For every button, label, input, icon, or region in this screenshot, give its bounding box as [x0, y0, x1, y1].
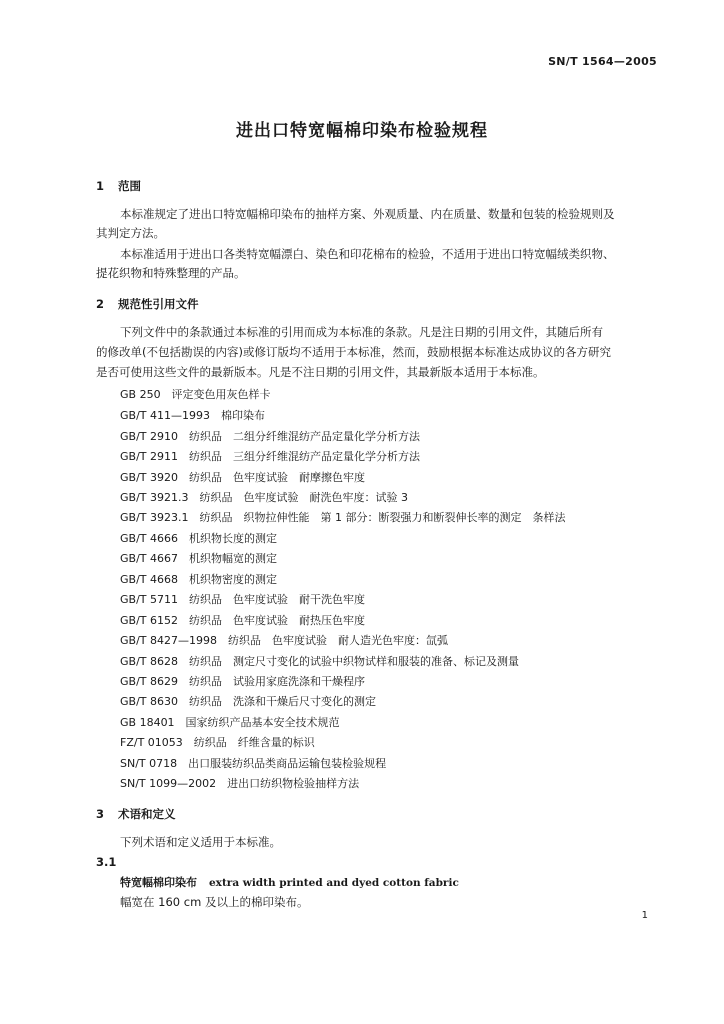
section-3-heading	[96, 806, 176, 822]
paragraph-line: 本标准规定了进出口特宽幅棉印染布的抽样方案、外观质量、内在质量、数量和包装的检验规则及	[120, 207, 615, 221]
section-title: 术语和定义	[118, 807, 176, 821]
paragraph-line: 提花织物和特殊整理的产品。	[96, 266, 246, 280]
reference-item: GB 18401 国家纺织产品基本安全技术规范	[120, 716, 340, 729]
section-2-heading	[96, 296, 199, 312]
reference-item: GB/T 8630 纺织品 洗涤和干燥后尺寸变化的测定	[120, 695, 376, 708]
paragraph-line: 其判定方法。	[96, 226, 165, 240]
reference-item: GB 250 评定变色用灰色样卡	[120, 388, 271, 401]
term-heading	[120, 874, 459, 890]
reference-item: GB/T 2910 纺织品 二组分纤维混纺产品定量化学分析方法	[120, 430, 420, 443]
paragraph-line: 下列术语和定义适用于本标准。	[120, 835, 281, 849]
reference-item: SN/T 0718 出口服装纺织品类商品运输包装检验规程	[120, 757, 387, 770]
reference-item: GB/T 6152 纺织品 色牢度试验 耐热压色牢度	[120, 614, 365, 627]
paragraph-line: 下列文件中的条款通过本标准的引用而成为本标准的条款。凡是注日期的引用文件，其随后所有	[120, 325, 603, 339]
section-title: 范围	[118, 179, 141, 193]
reference-item: SN/T 1099—2002 进出口纺织物检验抽样方法	[120, 777, 360, 790]
paragraph-line: 的修改单(不包括勘误的内容)或修订版均不适用于本标准，然而，鼓励根据本标准达成协议的各方研究	[96, 345, 611, 359]
reference-item: GB/T 2911 纺织品 三组分纤维混纺产品定量化学分析方法	[120, 450, 420, 463]
section-title: 规范性引用文件	[118, 297, 199, 311]
reference-item: GB/T 3920 纺织品 色牢度试验 耐摩擦色牢度	[120, 471, 365, 484]
reference-item: GB/T 411—1993 棉印染布	[120, 409, 265, 422]
term-name-zh: 特宽幅棉印染布	[120, 876, 197, 889]
document-title: 进出口特宽幅棉印染布检验规程	[236, 121, 488, 141]
reference-item: GB/T 8629 纺织品 试验用家庭洗涤和干燥程序	[120, 675, 365, 688]
reference-item: GB/T 3921.3 纺织品 色牢度试验 耐洗色牢度：试验 3	[120, 491, 408, 504]
reference-item: GB/T 4668 机织物密度的测定	[120, 573, 277, 586]
section-1-heading	[96, 178, 141, 194]
page-number: 1	[641, 910, 648, 921]
reference-item: FZ/T 01053 纺织品 纤维含量的标识	[120, 736, 315, 749]
reference-item: GB/T 5711 纺织品 色牢度试验 耐干洗色牢度	[120, 593, 365, 606]
section-number: 3	[96, 807, 105, 821]
reference-item: GB/T 4667 机织物幅宽的测定	[120, 552, 277, 565]
standard-code: SN/T 1564—2005	[548, 55, 657, 68]
term-name-en: extra width printed and dyed cotton fabric	[209, 877, 459, 889]
term-number: 3.1	[96, 855, 117, 869]
reference-item: GB/T 4666 机织物长度的测定	[120, 532, 277, 545]
reference-item: GB/T 8427—1998 纺织品 色牢度试验 耐人造光色牢度：氙弧	[120, 634, 448, 647]
term-definition: 幅宽在 160 cm 及以上的棉印染布。	[120, 895, 309, 909]
section-number: 1	[96, 179, 105, 193]
paragraph-line: 是否可使用这些文件的最新版本。凡是不注日期的引用文件，其最新版本适用于本标准。	[96, 365, 545, 379]
section-number: 2	[96, 297, 105, 311]
reference-item: GB/T 8628 纺织品 测定尺寸变化的试验中织物试样和服装的准备、标记及测量	[120, 655, 519, 668]
reference-item: GB/T 3923.1 纺织品 织物拉伸性能 第 1 部分：断裂强力和断裂伸长率的测定 条样法	[120, 511, 566, 524]
paragraph-line: 本标准适用于进出口各类特宽幅漂白、染色和印花棉布的检验，不适用于进出口特宽幅绒类织物、	[120, 247, 615, 261]
